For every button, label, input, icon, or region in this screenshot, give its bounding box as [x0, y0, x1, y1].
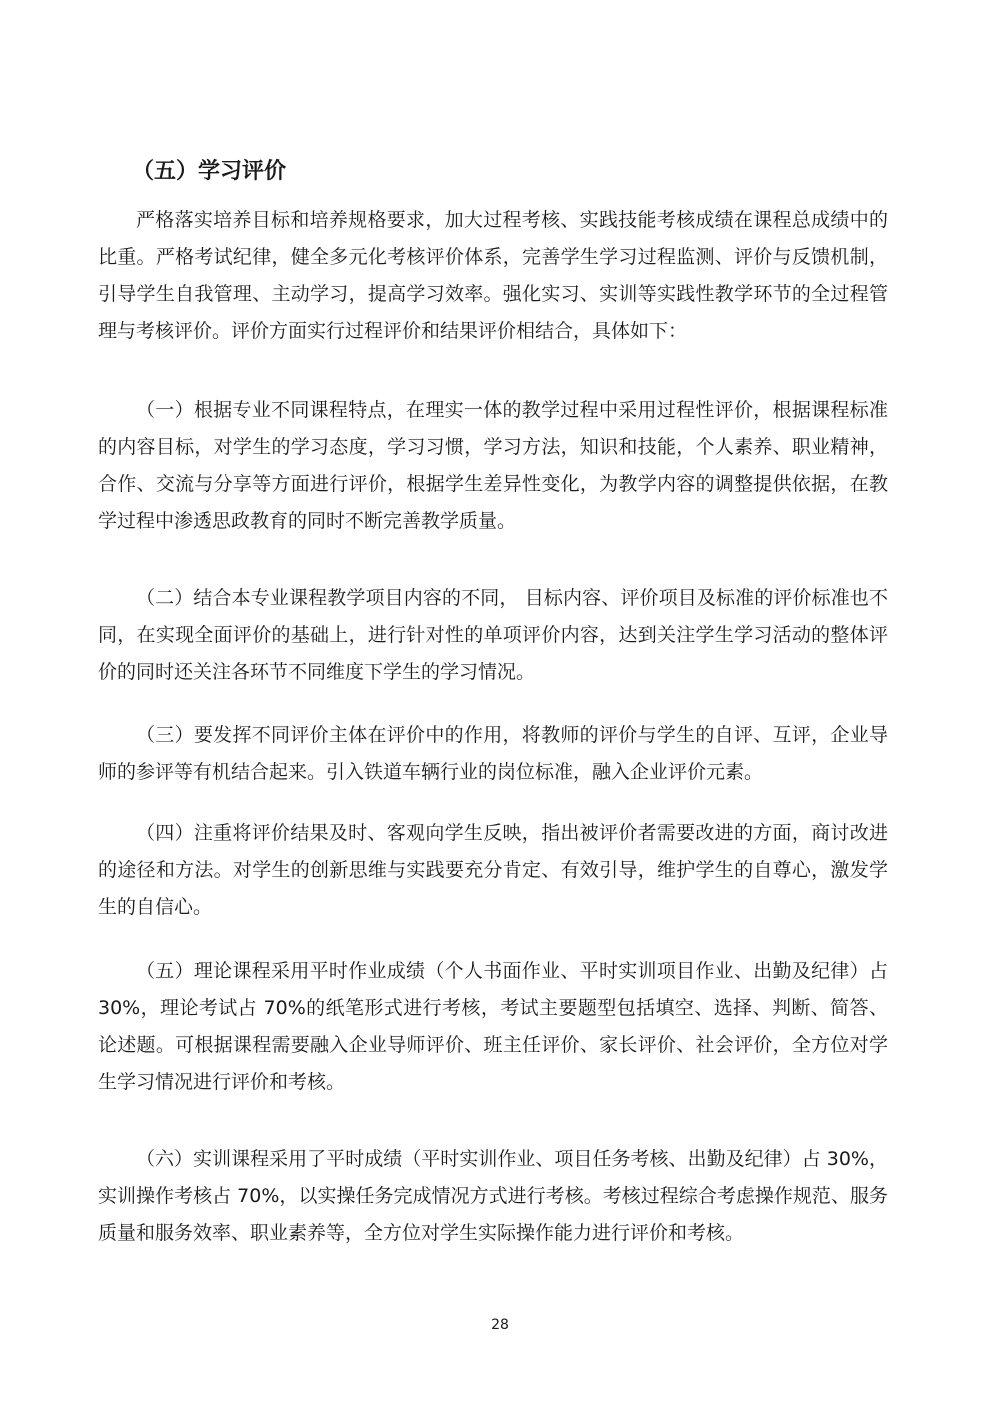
paragraph-item-4: （四）注重将评价结果及时、客观向学生反映，指出被评价者需要改进的方面，商讨改进的途径和方法。对学生的创新思维与实践要充分肯定、有效引导，维护学生的自尊心，激发学生的自信心。 [98, 822, 888, 918]
paragraph-item-1: （一）根据专业不同课程特点，在理实一体的教学过程中采用过程性评价，根据课程标准的内容目标，对学生的学习态度，学习习惯，学习方法，知识和技能，个人素养、职业精神，合作、交流与分享等方面进行评价，根据学生差异性变化，为教学内容的调整提供依据，在教学过程中渗透思政教育的同时不断完善教学质量。 [98, 399, 888, 532]
section-heading: （五）学习评价 [132, 159, 287, 184]
paragraph-intro: 严格落实培养目标和培养规格要求，加大过程考核、实践技能考核成绩在课程总成绩中的比重。严格考试纪律，健全多元化考核评价体系，完善学生学习过程监测、评价与反馈机制，引导学生自我管理、主动学习，提高学习效率。强化实习、实训等实践性教学环节的全过程管理与考核评价。评价方面实行过程评价和结果评价相结合，具体如下： [98, 209, 888, 342]
paragraph-item-2: （二）结合本专业课程教学项目内容的不同， 目标内容、评价项目及标准的评价标准也不同，在实现全面评价的基础上，进行针对性的单项评价内容，达到关注学生学习活动的整体评价的同时还关注各环节不同维度下学生的学习情况。 [98, 587, 888, 683]
paragraph-item-6: （六）实训课程采用了平时成绩（平时实训作业、项目任务考核、出勤及纪律）占 30%，实训操作考核占 70%，以实操任务完成情况方式进行考核。考核过程综合考虑操作规范、服务质量和服务效率、职业素养等，全方位对学生实际操作能力进行评价和考核。 [98, 1148, 888, 1244]
paragraph-item-5: （五）理论课程采用平时作业成绩（个人书面作业、平时实训项目作业、出勤及纪律）占 30%，理论考试占 70%的纸笔形式进行考核，考试主要题型包括填空、选择、判断、简答、论述题。可根据课程需要融入企业导师评价、班主任评价、家长评价、社会评价，全方位对学生学习情况进行评价和考核。 [98, 960, 888, 1093]
page-number: 28 [491, 1317, 509, 1333]
paragraph-item-3: （三）要发挥不同评价主体在评价中的作用，将教师的评价与学生的自评、互评，企业导师的参评等有机结合起来。引入铁道车辆行业的岗位标准，融入企业评价元素。 [98, 724, 888, 783]
